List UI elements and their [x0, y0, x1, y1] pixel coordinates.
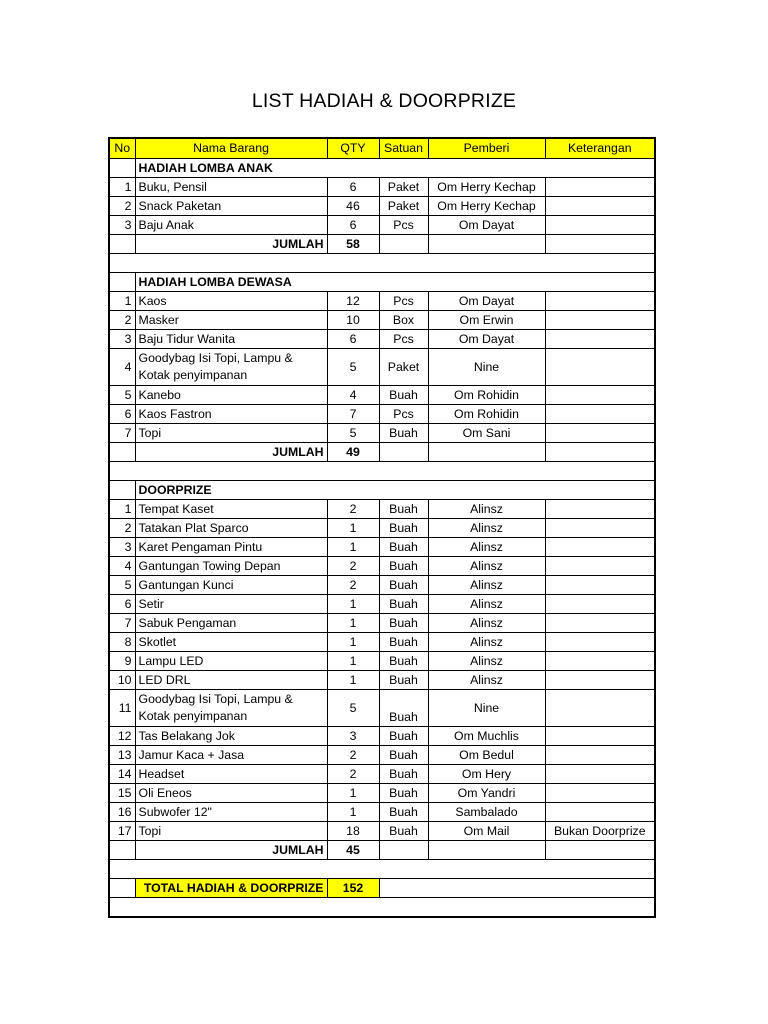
- item-pemberi: Om Muchlis: [428, 727, 545, 746]
- item-no: 6: [109, 405, 135, 424]
- item-qty: 1: [327, 652, 379, 671]
- item-keterangan: [545, 633, 655, 652]
- item-pemberi: Om Dayat: [428, 216, 545, 235]
- table-row: [109, 746, 655, 765]
- spacer-row: [109, 860, 655, 879]
- item-qty: 5: [327, 690, 379, 727]
- table-row: [109, 330, 655, 349]
- jumlah-value: 45: [327, 841, 379, 860]
- item-pemberi: Alinsz: [428, 576, 545, 595]
- item-keterangan: [545, 614, 655, 633]
- jumlah-no-cell: [109, 841, 135, 860]
- item-pemberi: Alinsz: [428, 671, 545, 690]
- item-no: 13: [109, 746, 135, 765]
- table-row: [109, 784, 655, 803]
- item-qty: 1: [327, 614, 379, 633]
- jumlah-empty: [379, 841, 428, 860]
- table-row: [109, 614, 655, 633]
- table-row: [109, 500, 655, 519]
- item-qty: 1: [327, 784, 379, 803]
- item-satuan: Paket: [379, 349, 428, 386]
- item-name: Topi: [135, 822, 327, 841]
- item-no: 11: [109, 690, 135, 727]
- item-satuan: Buah: [379, 386, 428, 405]
- item-satuan: Buah: [379, 633, 428, 652]
- item-pemberi: Om Sani: [428, 424, 545, 443]
- item-no: 2: [109, 311, 135, 330]
- item-no: 3: [109, 538, 135, 557]
- jumlah-row: [109, 235, 655, 254]
- item-keterangan: [545, 765, 655, 784]
- item-name: Tempat Kaset: [135, 500, 327, 519]
- item-qty: 46: [327, 197, 379, 216]
- item-keterangan: [545, 784, 655, 803]
- table-row: [109, 803, 655, 822]
- item-pemberi: Alinsz: [428, 595, 545, 614]
- item-keterangan: [545, 671, 655, 690]
- item-keterangan: [545, 746, 655, 765]
- item-no: 4: [109, 349, 135, 386]
- jumlah-empty: [379, 443, 428, 462]
- header-row: [109, 138, 655, 159]
- item-pemberi: Alinsz: [428, 519, 545, 538]
- item-qty: 1: [327, 671, 379, 690]
- item-keterangan: [545, 330, 655, 349]
- item-no: 9: [109, 652, 135, 671]
- item-pemberi: Om Rohidin: [428, 405, 545, 424]
- item-qty: 1: [327, 538, 379, 557]
- item-name: Subwofer 12": [135, 803, 327, 822]
- table-row: [109, 519, 655, 538]
- item-qty: 1: [327, 595, 379, 614]
- table-row: [109, 386, 655, 405]
- item-name: Kanebo: [135, 386, 327, 405]
- item-no: 6: [109, 595, 135, 614]
- item-satuan: Buah: [379, 690, 428, 727]
- table-row: [109, 424, 655, 443]
- item-keterangan: [545, 424, 655, 443]
- item-satuan: Buah: [379, 519, 428, 538]
- section-title-row: [109, 273, 655, 292]
- item-satuan: Buah: [379, 500, 428, 519]
- section-no-cell: [109, 481, 135, 500]
- item-satuan: Buah: [379, 595, 428, 614]
- item-keterangan: [545, 576, 655, 595]
- section-title: HADIAH LOMBA DEWASA: [135, 273, 655, 292]
- item-qty: 7: [327, 405, 379, 424]
- total-row: [109, 879, 655, 898]
- item-qty: 5: [327, 349, 379, 386]
- header-satuan: Satuan: [379, 138, 428, 159]
- item-pemberi: Om Bedul: [428, 746, 545, 765]
- item-satuan: Buah: [379, 727, 428, 746]
- item-pemberi: Om Hery: [428, 765, 545, 784]
- jumlah-empty: [545, 235, 655, 254]
- item-qty: 3: [327, 727, 379, 746]
- item-name: Masker: [135, 311, 327, 330]
- item-qty: 5: [327, 424, 379, 443]
- jumlah-label: JUMLAH: [135, 443, 327, 462]
- table-row: [109, 311, 655, 330]
- section-no-cell: [109, 159, 135, 178]
- prize-table: [108, 137, 656, 918]
- item-no: 1: [109, 178, 135, 197]
- item-no: 2: [109, 197, 135, 216]
- item-pemberi: Om Mail: [428, 822, 545, 841]
- item-satuan: Pcs: [379, 292, 428, 311]
- item-satuan: Buah: [379, 424, 428, 443]
- item-name: Setir: [135, 595, 327, 614]
- item-name: Karet Pengaman Pintu: [135, 538, 327, 557]
- item-qty: 2: [327, 500, 379, 519]
- item-name: Tatakan Plat Sparco: [135, 519, 327, 538]
- jumlah-row: [109, 841, 655, 860]
- item-name: Headset: [135, 765, 327, 784]
- item-qty: 6: [327, 178, 379, 197]
- table-row: [109, 576, 655, 595]
- item-keterangan: Bukan Doorprize: [545, 822, 655, 841]
- item-pemberi: Alinsz: [428, 538, 545, 557]
- item-keterangan: [545, 500, 655, 519]
- item-keterangan: [545, 386, 655, 405]
- section-title: HADIAH LOMBA ANAK: [135, 159, 655, 178]
- section-title-row: [109, 159, 655, 178]
- item-satuan: Buah: [379, 538, 428, 557]
- header-nama-barang: Nama Barang: [135, 138, 327, 159]
- item-satuan: Buah: [379, 671, 428, 690]
- item-qty: 18: [327, 822, 379, 841]
- item-keterangan: [545, 803, 655, 822]
- item-no: 10: [109, 671, 135, 690]
- item-keterangan: [545, 197, 655, 216]
- page-title: LIST HADIAH & DOORPRIZE: [251, 90, 517, 112]
- item-keterangan: [545, 652, 655, 671]
- table-row: [109, 727, 655, 746]
- item-pemberi: Alinsz: [428, 652, 545, 671]
- item-satuan: Paket: [379, 178, 428, 197]
- header-keterangan: Keterangan: [545, 138, 655, 159]
- item-qty: 1: [327, 519, 379, 538]
- spacer-row: [109, 254, 655, 273]
- item-no: 4: [109, 557, 135, 576]
- item-no: 17: [109, 822, 135, 841]
- item-name: Skotlet: [135, 633, 327, 652]
- section-no-cell: [109, 273, 135, 292]
- table-row: [109, 349, 655, 386]
- item-satuan: Buah: [379, 822, 428, 841]
- item-qty: 2: [327, 746, 379, 765]
- item-satuan: Buah: [379, 652, 428, 671]
- item-no: 5: [109, 576, 135, 595]
- item-name: Jamur Kaca + Jasa: [135, 746, 327, 765]
- jumlah-label: JUMLAH: [135, 841, 327, 860]
- item-qty: 1: [327, 803, 379, 822]
- item-qty: 12: [327, 292, 379, 311]
- item-no: 2: [109, 519, 135, 538]
- item-keterangan: [545, 519, 655, 538]
- item-pemberi: Nine: [428, 349, 545, 386]
- item-satuan: Buah: [379, 803, 428, 822]
- table-row: [109, 557, 655, 576]
- spacer-cell: [109, 254, 655, 273]
- item-satuan: Buah: [379, 784, 428, 803]
- item-satuan: Box: [379, 311, 428, 330]
- item-name: Lampu LED: [135, 652, 327, 671]
- item-no: 14: [109, 765, 135, 784]
- item-pemberi: Alinsz: [428, 633, 545, 652]
- item-pemberi: Alinsz: [428, 557, 545, 576]
- item-pemberi: Om Herry Kechap: [428, 197, 545, 216]
- jumlah-empty: [428, 235, 545, 254]
- table-row: [109, 690, 655, 727]
- item-keterangan: [545, 727, 655, 746]
- item-name: Oli Eneos: [135, 784, 327, 803]
- header-pemberi: Pemberi: [428, 138, 545, 159]
- item-pemberi: Om Rohidin: [428, 386, 545, 405]
- item-no: 8: [109, 633, 135, 652]
- table-row: [109, 216, 655, 235]
- item-name: Baju Tidur Wanita: [135, 330, 327, 349]
- item-keterangan: [545, 292, 655, 311]
- section-title: DOORPRIZE: [135, 481, 655, 500]
- item-no: 7: [109, 614, 135, 633]
- item-pemberi: Om Dayat: [428, 292, 545, 311]
- item-keterangan: [545, 538, 655, 557]
- jumlah-empty: [545, 443, 655, 462]
- header-no: No: [109, 138, 135, 159]
- item-no: 3: [109, 330, 135, 349]
- spacer-row: [109, 462, 655, 481]
- total-label: TOTAL HADIAH & DOORPRIZE: [135, 879, 327, 898]
- jumlah-label: JUMLAH: [135, 235, 327, 254]
- jumlah-no-cell: [109, 443, 135, 462]
- item-satuan: Buah: [379, 765, 428, 784]
- item-keterangan: [545, 216, 655, 235]
- header-qty: QTY: [327, 138, 379, 159]
- item-satuan: Buah: [379, 746, 428, 765]
- item-name: Goodybag Isi Topi, Lampu & Kotak penyimpanan: [135, 690, 327, 727]
- item-no: 16: [109, 803, 135, 822]
- item-pemberi: Om Herry Kechap: [428, 178, 545, 197]
- item-name: Gantungan Kunci: [135, 576, 327, 595]
- item-qty: 2: [327, 557, 379, 576]
- item-pemberi: Alinsz: [428, 500, 545, 519]
- item-qty: 6: [327, 330, 379, 349]
- item-name: Sabuk Pengaman: [135, 614, 327, 633]
- item-satuan: Pcs: [379, 405, 428, 424]
- item-no: 7: [109, 424, 135, 443]
- item-no: 1: [109, 292, 135, 311]
- table-row: [109, 765, 655, 784]
- item-no: 3: [109, 216, 135, 235]
- item-satuan: Buah: [379, 614, 428, 633]
- jumlah-row: [109, 443, 655, 462]
- table-row: [109, 595, 655, 614]
- item-qty: 4: [327, 386, 379, 405]
- total-empty: [379, 879, 655, 898]
- item-keterangan: [545, 178, 655, 197]
- item-qty: 2: [327, 576, 379, 595]
- item-keterangan: [545, 690, 655, 727]
- item-pemberi: Nine: [428, 690, 545, 727]
- jumlah-value: 49: [327, 443, 379, 462]
- total-value: 152: [327, 879, 379, 898]
- jumlah-empty: [379, 235, 428, 254]
- total-no-cell: [109, 879, 135, 898]
- item-no: 5: [109, 386, 135, 405]
- item-satuan: Buah: [379, 557, 428, 576]
- item-pemberi: Om Dayat: [428, 330, 545, 349]
- spacer-row: [109, 898, 655, 918]
- item-satuan: Paket: [379, 197, 428, 216]
- jumlah-empty: [545, 841, 655, 860]
- item-no: 12: [109, 727, 135, 746]
- item-pemberi: Om Yandri: [428, 784, 545, 803]
- item-name: Buku, Pensil: [135, 178, 327, 197]
- item-qty: 6: [327, 216, 379, 235]
- item-no: 15: [109, 784, 135, 803]
- item-name: Gantungan Towing Depan: [135, 557, 327, 576]
- item-name: LED DRL: [135, 671, 327, 690]
- jumlah-empty: [428, 841, 545, 860]
- item-no: 1: [109, 500, 135, 519]
- item-satuan: Buah: [379, 576, 428, 595]
- table-row: [109, 822, 655, 841]
- item-pemberi: Alinsz: [428, 614, 545, 633]
- table-row: [109, 197, 655, 216]
- item-name: Tas Belakang Jok: [135, 727, 327, 746]
- item-qty: 2: [327, 765, 379, 784]
- item-pemberi: Sambalado: [428, 803, 545, 822]
- table-row: [109, 178, 655, 197]
- item-name: Goodybag Isi Topi, Lampu & Kotak penyimpanan: [135, 349, 327, 386]
- item-name: Kaos: [135, 292, 327, 311]
- spacer-cell: [109, 462, 655, 481]
- item-satuan: Pcs: [379, 216, 428, 235]
- item-name: Snack Paketan: [135, 197, 327, 216]
- jumlah-value: 58: [327, 235, 379, 254]
- table-row: [109, 292, 655, 311]
- jumlah-no-cell: [109, 235, 135, 254]
- item-satuan: Pcs: [379, 330, 428, 349]
- spacer-cell: [109, 898, 655, 918]
- item-pemberi: Om Erwin: [428, 311, 545, 330]
- table-row: [109, 652, 655, 671]
- item-keterangan: [545, 311, 655, 330]
- table-row: [109, 538, 655, 557]
- spacer-cell: [109, 860, 655, 879]
- item-keterangan: [545, 595, 655, 614]
- table-row: [109, 671, 655, 690]
- item-keterangan: [545, 349, 655, 386]
- item-keterangan: [545, 557, 655, 576]
- section-title-row: [109, 481, 655, 500]
- table-row: [109, 633, 655, 652]
- item-qty: 10: [327, 311, 379, 330]
- item-name: Baju Anak: [135, 216, 327, 235]
- jumlah-empty: [428, 443, 545, 462]
- table-row: [109, 405, 655, 424]
- item-qty: 1: [327, 633, 379, 652]
- item-name: Topi: [135, 424, 327, 443]
- item-name: Kaos Fastron: [135, 405, 327, 424]
- item-keterangan: [545, 405, 655, 424]
